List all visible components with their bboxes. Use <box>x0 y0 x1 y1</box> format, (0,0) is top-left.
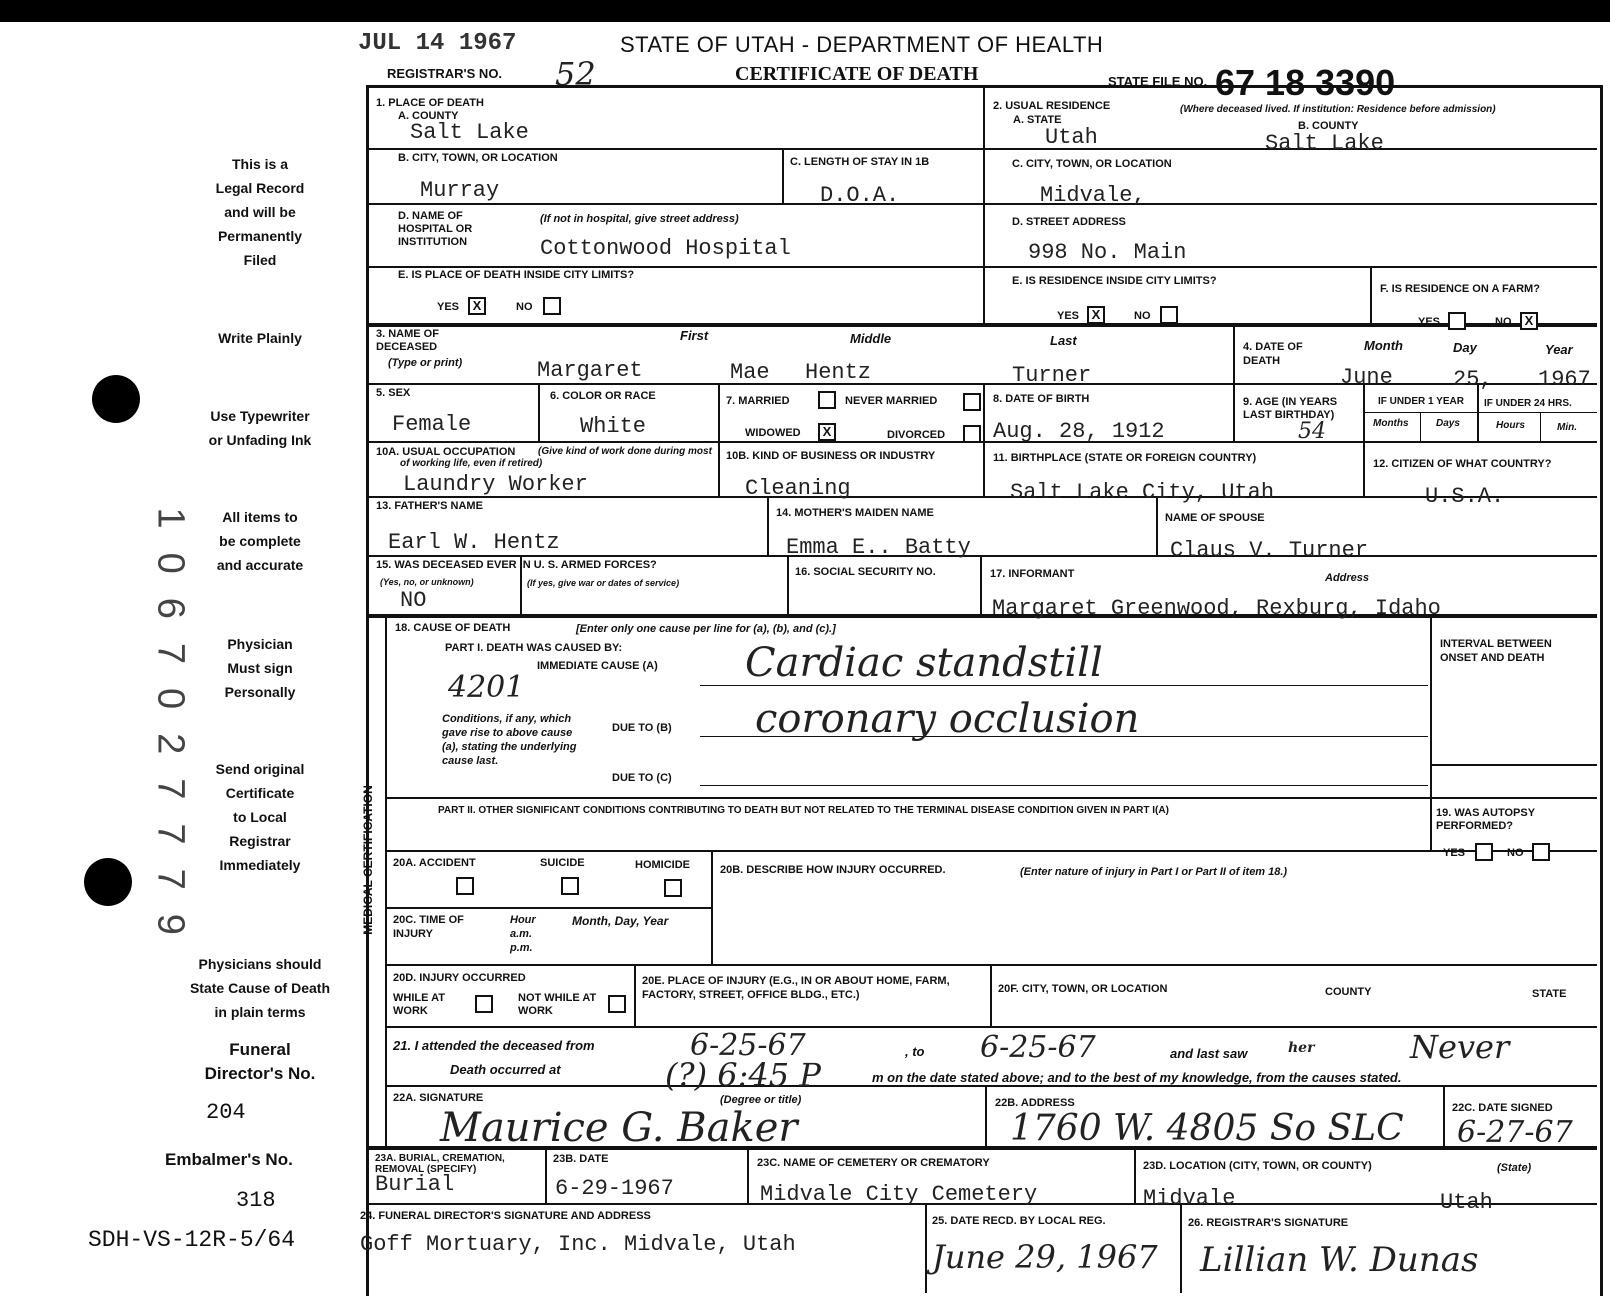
rule <box>1233 326 1235 441</box>
send-original-note: Send original Certificate to Local Registrar Immediately <box>215 761 305 873</box>
rule <box>634 964 636 1026</box>
res-county-label: B. COUNTY <box>1298 120 1359 132</box>
armed-forces-value: NO <box>400 588 427 613</box>
not-while-at-work-checkbox[interactable] <box>608 995 626 1013</box>
mother-value: Emma E.. Batty <box>786 535 971 560</box>
state-file-number: 67 18 3390 <box>1215 62 1396 103</box>
rule <box>1540 412 1541 441</box>
res-inside-no-label: NO <box>1134 310 1151 322</box>
age-value: 54 <box>1298 419 1326 444</box>
rule <box>385 614 387 1148</box>
rule <box>1180 1203 1182 1293</box>
not-while-at-work-label: NOT WHILE AT WORK <box>518 992 597 1017</box>
residence-hint: (Where deceased lived. If institution: Residence before admission) <box>1180 104 1496 115</box>
burial-value: Burial <box>375 1172 455 1197</box>
cause-hint: [Enter only one cause per line for (a), (b), and (c).] <box>576 623 836 635</box>
county-label: A. COUNTY <box>398 110 459 122</box>
res-inside-label: E. IS RESIDENCE INSIDE CITY LIMITS? <box>1012 275 1217 287</box>
farm-no-label: NO <box>1495 316 1512 328</box>
inside-yes-checkbox[interactable]: X <box>468 297 486 315</box>
rule <box>980 555 982 614</box>
name-hint: (Type or print) <box>388 357 463 369</box>
death-month-value: June <box>1340 365 1393 390</box>
injury-city-label: 20F. CITY, TOWN, OR LOCATION <box>998 983 1168 995</box>
injury-occurred-label: 20D. INJURY OCCURRED <box>393 972 526 984</box>
hour-label: Hour a.m. p.m. <box>510 914 536 954</box>
armed-hint-1: (Yes, no, or unknown) <box>380 577 474 587</box>
binder-hole-bottom <box>84 858 132 906</box>
race-label: 6. COLOR OR RACE <box>550 390 656 402</box>
county-value: Salt Lake <box>410 120 529 145</box>
conditions-note: Conditions, if any, which gave rise to above cause (a), stating the underlying cause last. <box>442 713 577 767</box>
date-recd-value: June 29, 1967 <box>932 1238 1158 1276</box>
injury-how-label: 20B. DESCRIBE HOW INJURY OCCURRED. <box>720 864 946 876</box>
inside-no-label: NO <box>516 301 533 313</box>
registrar-signature: Lillian W. Dunas <box>1200 1240 1479 1280</box>
degree-label: (Degree or title) <box>720 1094 802 1106</box>
suicide-label: SUICIDE <box>540 857 585 869</box>
inside-no-checkbox[interactable] <box>543 297 561 315</box>
married-checkbox[interactable] <box>818 391 836 409</box>
registrar-no-label: REGISTRAR'S NO. <box>387 66 503 81</box>
death-occurred-label: Death occurred at <box>450 1062 561 1077</box>
binder-hole-top <box>92 375 140 423</box>
res-city-value: Midvale, <box>1040 183 1146 208</box>
date-signed-label: 22C. DATE SIGNED <box>1452 1102 1553 1114</box>
due-to-b-label: DUE TO (B) <box>612 722 672 734</box>
embalmer-label: Embalmer's No. <box>165 1150 293 1169</box>
residence-label: 2. USUAL RESIDENCE <box>993 100 1111 112</box>
rule <box>366 148 1597 150</box>
embalmer-no: 318 <box>236 1188 276 1213</box>
res-inside-yes-label: YES <box>1057 310 1080 322</box>
rule <box>385 1085 1597 1087</box>
typewriter-note: Use Typewriter or Unfading Ink <box>208 408 312 448</box>
form-number: SDH-VS-12R-5/64 <box>88 1227 296 1253</box>
res-state-label: A. STATE <box>1013 114 1062 126</box>
autopsy-no-label: NO <box>1507 847 1524 859</box>
rule <box>1363 412 1597 413</box>
burial-date-value: 6-29-1967 <box>555 1176 674 1201</box>
rule <box>983 88 985 324</box>
informant-value: Margaret Greenwood, Rexburg, Idaho <box>992 596 1441 621</box>
vertical-file-number: 1067027779 <box>149 507 192 959</box>
date-signed-value: 6-27-67 <box>1457 1115 1573 1150</box>
due-to-c-label: DUE TO (C) <box>612 772 672 784</box>
cause-label: 18. CAUSE OF DEATH <box>395 622 511 634</box>
divorced-label: DIVORCED <box>887 429 946 441</box>
location-label: 23D. LOCATION (CITY, TOWN, OR COUNTY) <box>1143 1160 1372 1172</box>
under-1-year-label: IF UNDER 1 YEAR <box>1378 396 1464 407</box>
widowed-checkbox[interactable]: X <box>818 423 836 441</box>
rule <box>385 850 1597 852</box>
death-day-value: 25, <box>1453 367 1493 392</box>
age-label: 9. AGE (IN YEARS LAST BIRTHDAY) <box>1243 396 1338 421</box>
last-label: Last <box>1050 333 1077 348</box>
rule <box>1134 1148 1136 1203</box>
informant-address-label: Address <box>1325 572 1370 584</box>
injury-state-label: STATE <box>1532 988 1567 1000</box>
rule <box>1443 1085 1445 1148</box>
citizen-label: 12. CITIZEN OF WHAT COUNTRY? <box>1373 458 1552 470</box>
state-file-label: STATE FILE NO. <box>1108 74 1208 89</box>
attended-to-label: , to <box>905 1044 925 1059</box>
married-label: 7. MARRIED <box>726 395 790 407</box>
middle-name-value-2: Hentz <box>805 360 872 385</box>
res-city-label: C. CITY, TOWN, OR LOCATION <box>1012 158 1172 170</box>
min-label: Min. <box>1557 422 1577 433</box>
certificate-title: CERTIFICATE OF DEATH <box>735 63 979 85</box>
rule <box>545 1148 547 1203</box>
attended-from-value: 6-25-67 <box>690 1028 806 1063</box>
farm-no-checkbox[interactable]: X <box>1520 312 1538 330</box>
last-saw-value: Never <box>1410 1028 1510 1066</box>
rule <box>366 203 1597 205</box>
on-date-stated-label: m on the date stated above; and to the best of my knowledge, from the causes stated. <box>872 1070 1402 1085</box>
middle-name-value: Mae <box>730 360 770 385</box>
city-label: B. CITY, TOWN, OR LOCATION <box>398 152 558 164</box>
received-stamp: JUL 14 1967 <box>358 30 517 57</box>
while-at-work-checkbox[interactable] <box>475 995 493 1013</box>
middle-label: Middle <box>850 331 892 346</box>
dob-value: Aug. 28, 1912 <box>993 419 1165 444</box>
date-recd-label: 25. DATE RECD. BY LOCAL REG. <box>932 1215 1106 1227</box>
funeral-director-value: Goff Mortuary, Inc. Midvale, Utah <box>360 1232 796 1257</box>
rule <box>990 964 992 1026</box>
rule <box>983 383 985 496</box>
months-label: Months <box>1373 418 1409 429</box>
rule <box>366 383 1597 385</box>
under-24-hrs-label: IF UNDER 24 HRS. <box>1484 398 1572 409</box>
signature-label: 22A. SIGNATURE <box>393 1092 484 1104</box>
place-of-death-label: 1. PLACE OF DEATH <box>376 97 484 109</box>
stay-label: C. LENGTH OF STAY IN 1B <box>790 156 930 168</box>
funeral-director-label: Funeral Director's No. <box>204 1040 316 1083</box>
autopsy-label: 19. WAS AUTOPSY PERFORMED? <box>1436 807 1535 832</box>
hours-label: Hours <box>1496 420 1525 431</box>
mother-label: 14. MOTHER'S MAIDEN NAME <box>776 507 934 519</box>
birthplace-label: 11. BIRTHPLACE (STATE OR FOREIGN COUNTRY) <box>993 452 1257 464</box>
injury-how-hint: (Enter nature of injury in Part I or Part II of item 18.) <box>1020 866 1288 878</box>
father-label: 13. FATHER'S NAME <box>376 500 483 512</box>
farm-label: F. IS RESIDENCE ON A FARM? <box>1380 283 1540 295</box>
informant-label: 17. INFORMANT <box>990 568 1075 580</box>
hospital-label: D. NAME OF HOSPITAL OR INSTITUTION <box>398 210 473 248</box>
interval-label: INTERVAL BETWEEN ONSET AND DEATH <box>1440 638 1552 664</box>
year-label: Year <box>1545 342 1573 357</box>
first-name-value: Margaret <box>537 358 643 383</box>
location-state-label: (State) <box>1497 1162 1532 1174</box>
hospital-hint: (If not in hospital, give street address) <box>540 213 739 225</box>
citizen-value: U.S.A. <box>1425 484 1505 509</box>
last-name-value: Turner <box>1012 363 1092 388</box>
month-label: Month <box>1364 338 1403 353</box>
res-inside-yes-checkbox[interactable]: X <box>1087 306 1105 324</box>
document-title: STATE OF UTAH - DEPARTMENT OF HEALTH <box>620 32 1104 57</box>
res-state-value: Utah <box>1045 125 1098 150</box>
cemetery-value: Midvale City Cemetery <box>760 1182 1038 1207</box>
rule <box>718 383 720 496</box>
state-cause-note: Physicians should State Cause of Death in plain terms <box>189 956 331 1020</box>
diagnosis-code: 4201 <box>448 670 525 705</box>
physician-note: Physician Must sign Personally <box>224 636 296 700</box>
cemetery-label: 23C. NAME OF CEMETERY OR CREMATORY <box>757 1157 990 1169</box>
death-year-value: 1967 <box>1538 367 1591 392</box>
attended-label: 21. I attended the deceased from <box>393 1038 595 1053</box>
homicide-checkbox[interactable] <box>664 879 682 897</box>
ssn-label: 16. SOCIAL SECURITY NO. <box>795 566 936 578</box>
rule <box>985 1085 987 1148</box>
last-saw-label: and last saw <box>1170 1046 1248 1061</box>
business-label: 10B. KIND OF BUSINESS OR INDUSTRY <box>726 450 936 462</box>
registrar-sig-label: 26. REGISTRAR'S SIGNATURE <box>1188 1217 1349 1229</box>
armed-forces-label: 15. WAS DECEASED EVER IN U. S. ARMED FORCES? <box>376 559 657 571</box>
street-value: 998 No. Main <box>1028 240 1187 265</box>
first-label: First <box>680 328 709 343</box>
dob-label: 8. DATE OF BIRTH <box>993 393 1090 405</box>
inside-limits-label: E. IS PLACE OF DEATH INSIDE CITY LIMITS? <box>398 269 635 281</box>
address-value: 1760 W. 4805 So SLC <box>1010 1108 1404 1149</box>
cause-b-value: coronary occlusion <box>755 696 1140 742</box>
injury-county-label: COUNTY <box>1325 986 1372 998</box>
burial-date-label: 23B. DATE <box>553 1153 609 1165</box>
city-value: Murray <box>420 178 500 203</box>
business-value: Cleaning <box>745 476 851 501</box>
autopsy-no-checkbox[interactable] <box>1532 843 1550 861</box>
attended-to-value: 6-25-67 <box>980 1030 1096 1065</box>
part2-label: PART II. OTHER SIGNIFICANT CONDITIONS CONTRIBUTING TO DEATH BUT NOT RELATED TO THE TERMINAL DISEASE CONDITION GIVEN IN PART I(A) <box>438 805 1169 816</box>
registrar-no: 52 <box>555 55 596 93</box>
rule <box>711 850 713 964</box>
funeral-director-sig-label: 24. FUNERAL DIRECTOR'S SIGNATURE AND ADDRESS <box>360 1210 651 1222</box>
location-state-value: Utah <box>1440 1190 1493 1215</box>
never-married-label: NEVER MARRIED <box>845 395 938 407</box>
rule <box>1363 383 1365 496</box>
day-label: Day <box>1453 340 1477 355</box>
accident-checkbox[interactable] <box>456 877 474 895</box>
street-label: D. STREET ADDRESS <box>1012 216 1126 228</box>
rule <box>700 785 1428 786</box>
complete-note: All items to be complete and accurate <box>216 509 304 573</box>
father-value: Earl W. Hentz <box>388 530 560 555</box>
rule <box>1430 614 1432 850</box>
suicide-checkbox[interactable] <box>561 877 579 895</box>
widowed-label: WIDOWED <box>745 427 801 439</box>
cause-a-value: Cardiac standstill <box>745 640 1103 686</box>
scan-top-edge <box>0 0 1610 22</box>
burial-label: 23A. BURIAL, CREMATION, REMOVAL (SPECIFY) <box>375 1153 505 1175</box>
name-label: 3. NAME OF DECEASED <box>376 328 439 353</box>
time-of-injury-label: 20C. TIME OF INJURY <box>393 914 464 940</box>
rule <box>366 266 1597 268</box>
spouse-label: NAME OF SPOUSE <box>1165 512 1265 524</box>
while-at-work-label: WHILE AT WORK <box>393 992 445 1017</box>
write-plainly-note: Write Plainly <box>218 330 302 346</box>
race-value: White <box>580 414 647 439</box>
stay-value: D.O.A. <box>820 183 900 208</box>
days-label: Days <box>1436 418 1460 429</box>
physician-signature: Maurice G. Baker <box>440 1105 798 1151</box>
never-married-checkbox[interactable] <box>963 393 981 411</box>
rule <box>366 323 1597 327</box>
birthplace-value: Salt Lake City, Utah <box>1010 480 1275 505</box>
part1-label: PART I. DEATH WAS CAUSED BY: <box>445 642 623 654</box>
rule <box>385 907 711 909</box>
inside-yes-label: YES <box>437 301 460 313</box>
rule <box>538 383 540 441</box>
farm-yes-label: YES <box>1418 316 1441 328</box>
rule <box>1420 412 1421 441</box>
rule <box>782 148 784 203</box>
legal-record-note: This is a Legal Record and will be Permanently Filed <box>215 156 305 268</box>
hospital-value: Cottonwood Hospital <box>540 236 791 261</box>
res-inside-no-checkbox[interactable] <box>1160 306 1178 324</box>
rule <box>385 797 1597 799</box>
armed-hint-2: (If yes, give war or dates of service) <box>527 578 680 588</box>
autopsy-yes-checkbox[interactable] <box>1475 843 1493 861</box>
rule <box>1370 266 1372 324</box>
rule <box>925 1203 927 1293</box>
rule <box>747 1148 749 1203</box>
sex-value: Female <box>392 412 472 437</box>
occupation-value: Laundry Worker <box>403 472 588 497</box>
death-time-value: (?) 6:45 P <box>665 1056 821 1094</box>
occupation-label: 10A. USUAL OCCUPATION <box>376 446 516 458</box>
rule <box>366 441 1597 443</box>
mdy-label: Month, Day, Year <box>572 914 669 928</box>
address-label: 22B. ADDRESS <box>995 1097 1075 1109</box>
homicide-label: HOMICIDE <box>635 859 690 871</box>
autopsy-yes-label: YES <box>1443 847 1466 859</box>
occupation-hint: (Give kind of work done during most of working life, even if retired) <box>400 446 712 469</box>
rule <box>1430 764 1597 766</box>
spouse-value: Claus V. Turner <box>1170 538 1369 563</box>
accident-label: 20A. ACCIDENT <box>393 857 476 869</box>
place-of-injury-label: 20E. PLACE OF INJURY (E.G., IN OR ABOUT HOME, FARM, FACTORY, STREET, OFFICE BLDG., ETC.) <box>642 975 950 1001</box>
rule <box>767 496 769 555</box>
res-county-value: Salt Lake <box>1265 131 1384 156</box>
location-value: Midvale <box>1143 1186 1236 1211</box>
rule <box>787 555 789 614</box>
farm-yes-checkbox[interactable] <box>1448 312 1466 330</box>
funeral-director-no: 204 <box>206 1100 246 1125</box>
medical-certification-label: MEDICAL CERTIFICATION <box>361 785 375 935</box>
sex-label: 5. SEX <box>376 387 411 399</box>
immediate-cause-label: IMMEDIATE CAUSE (A) <box>537 660 658 672</box>
divorced-checkbox[interactable] <box>963 425 981 443</box>
last-saw-her: her <box>1288 1040 1315 1056</box>
date-of-death-label: 4. DATE OF DEATH <box>1243 341 1303 367</box>
